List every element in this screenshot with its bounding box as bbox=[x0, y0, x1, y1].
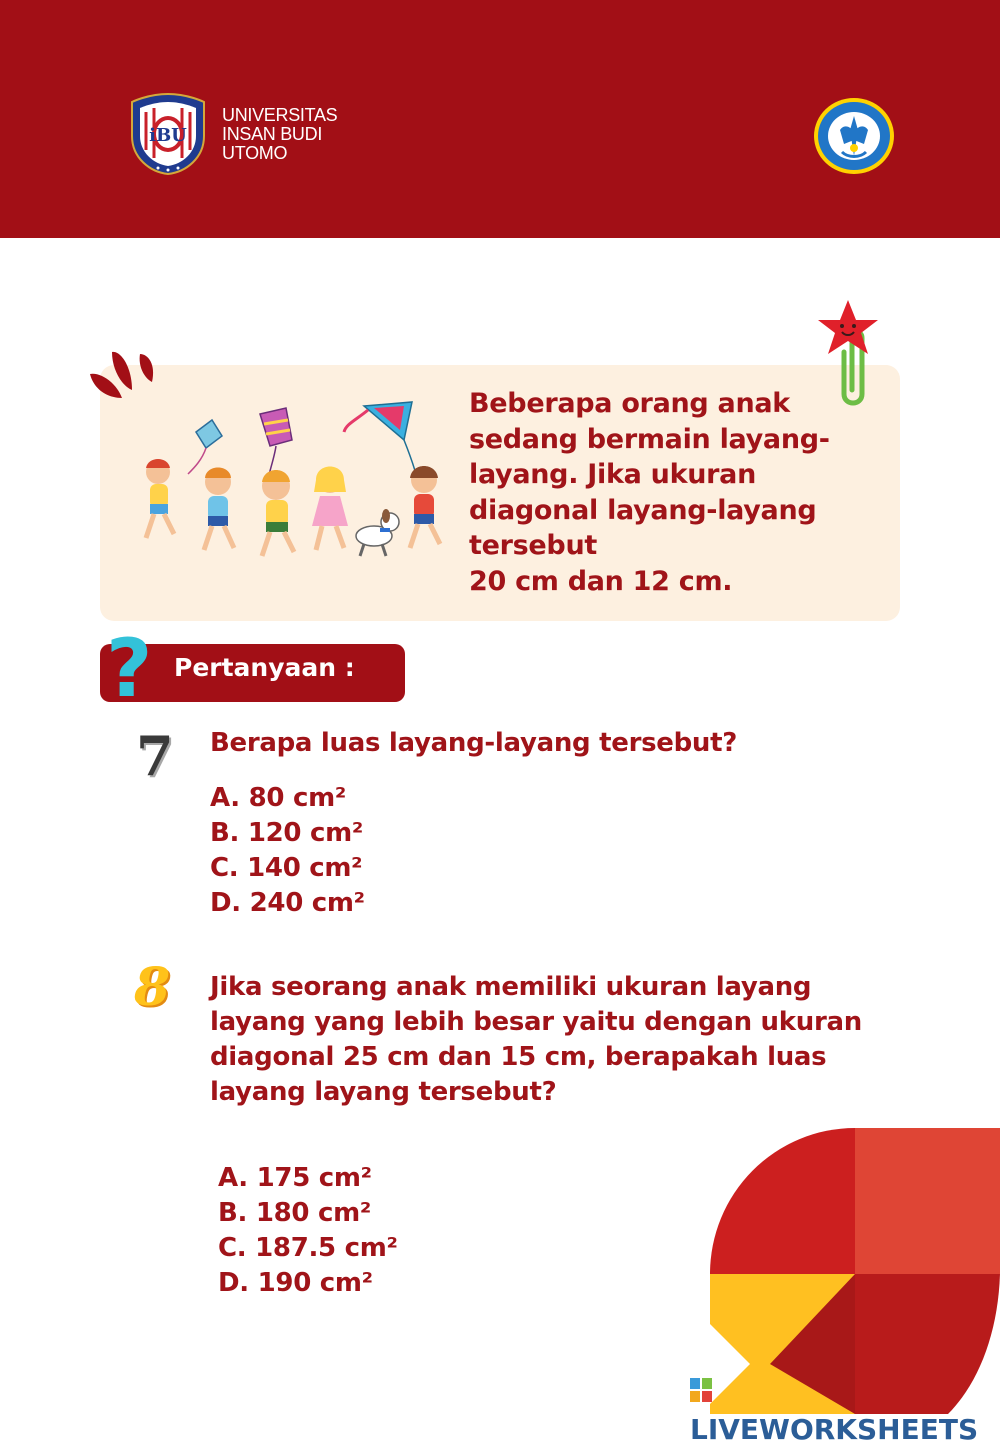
university-crest-icon bbox=[128, 92, 208, 176]
svg-text:iBU: iBU bbox=[149, 125, 187, 146]
question-line: layang yang lebih besar yaitu dengan ukuran bbox=[210, 1007, 862, 1037]
question-8-options bbox=[218, 1161, 398, 1301]
liveworksheets-watermark bbox=[690, 1370, 996, 1446]
answer-option[interactable]: B. 180 cm² bbox=[218, 1198, 371, 1228]
answer-option[interactable]: D. 240 cm² bbox=[210, 888, 365, 918]
liveworksheets-brand: LIVEWORKSHEETS bbox=[690, 1413, 979, 1446]
story-line: layang. Jika ukuran bbox=[469, 459, 757, 490]
question-line: Jika seorang anak memiliki ukuran layang bbox=[210, 972, 812, 1002]
child-figure bbox=[312, 467, 348, 551]
child-figure bbox=[262, 470, 294, 556]
university-name-line: INSAN BUDI bbox=[222, 124, 323, 144]
question-number-8: 8 bbox=[134, 957, 171, 1018]
dog-figure bbox=[356, 509, 399, 556]
answer-option[interactable]: A. 80 cm² bbox=[210, 783, 346, 813]
story-text bbox=[469, 386, 889, 599]
answer-option[interactable]: B. 120 cm² bbox=[210, 818, 363, 848]
question-7-options bbox=[210, 781, 365, 921]
answer-option[interactable]: C. 140 cm² bbox=[210, 853, 363, 883]
children-flying-kites-illustration bbox=[118, 400, 458, 566]
child-figure bbox=[410, 466, 440, 548]
story-line: Beberapa orang anak bbox=[469, 388, 790, 419]
university-name-line: UTOMO bbox=[222, 143, 288, 163]
story-line: sedang bermain layang- bbox=[469, 423, 830, 455]
answer-option[interactable]: C. 187.5 cm² bbox=[218, 1233, 398, 1263]
story-line: diagonal layang-layang bbox=[469, 494, 817, 526]
question-8-text bbox=[210, 970, 862, 1110]
question-7-text bbox=[210, 726, 737, 760]
liveworksheets-logo-icon bbox=[690, 1378, 712, 1402]
university-name bbox=[222, 106, 337, 163]
story-line: tersebut bbox=[469, 530, 597, 561]
story-line: 20 cm dan 12 cm. bbox=[469, 565, 733, 597]
question-line: diagonal 25 cm dan 15 cm, berapakah luas bbox=[210, 1042, 827, 1072]
answer-option[interactable]: D. 190 cm² bbox=[218, 1268, 373, 1298]
child-figure bbox=[204, 468, 234, 551]
question-number-7: 7 bbox=[136, 724, 174, 788]
question-mark-icon: ? bbox=[106, 622, 153, 715]
kite-icon bbox=[344, 402, 420, 492]
kite-icon bbox=[188, 420, 222, 474]
question-line: layang layang tersebut? bbox=[210, 1077, 557, 1107]
tut-wuri-handayani-emblem-icon bbox=[812, 96, 896, 176]
section-title: Pertanyaan : bbox=[174, 653, 355, 682]
answer-option[interactable]: A. 175 cm² bbox=[218, 1163, 372, 1193]
child-figure bbox=[146, 459, 174, 538]
question-line: Berapa luas layang-layang tersebut? bbox=[210, 728, 738, 758]
university-name-line: UNIVERSITAS bbox=[222, 105, 338, 125]
